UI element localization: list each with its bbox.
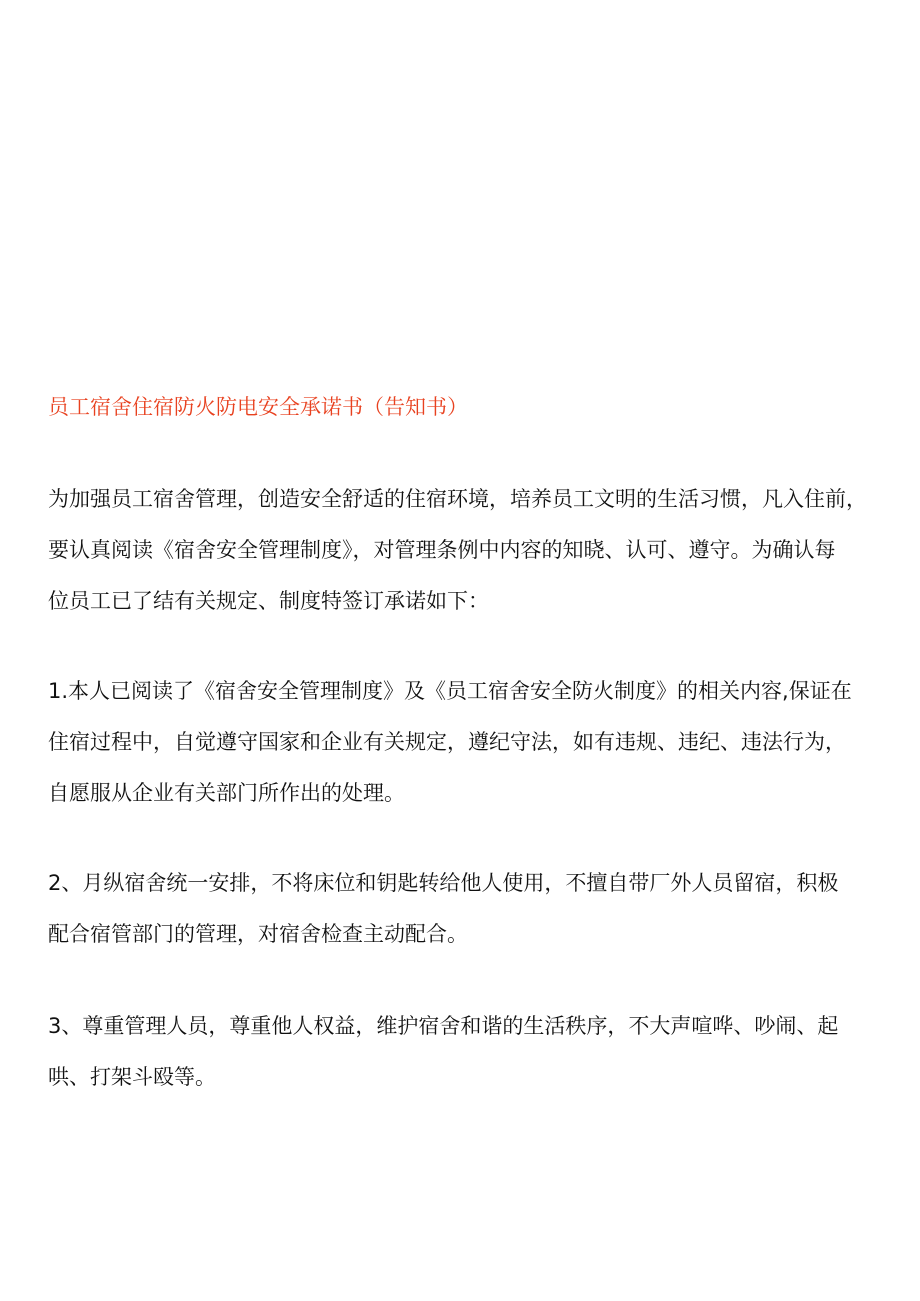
intro-paragraph bbox=[48, 474, 888, 627]
commitment-item-2 bbox=[48, 858, 888, 960]
paragraph-line: 3、尊重管理人员，尊重他人权益，维护宿舍和谐的生活秩序，不大声喧哗、吵闹、起 bbox=[48, 1014, 839, 1038]
paragraph-line: 哄、打架斗殴等。 bbox=[48, 1065, 216, 1089]
paragraph-line: 配合宿管部门的管理，对宿舍检查主动配合。 bbox=[48, 922, 468, 946]
paragraph-line: 1.本人已阅读了《宿舍安全管理制度》及《员工宿舍安全防火制度》的相关内容,保证在 bbox=[48, 679, 852, 703]
paragraph-line: 住宿过程中，自觉遵守国家和企业有关规定，遵纪守法，如有违规、违纪、违法行为， bbox=[48, 730, 846, 754]
paragraph-line: 要认真阅读《宿舍安全管理制度》，对管理条例中内容的知晓、认可、遵守。为确认每 bbox=[48, 538, 836, 562]
paragraph-line: 为加强员工宿舍管理，创造安全舒适的住宿环境，培养员工文明的生活习惯，凡入住前， bbox=[48, 487, 867, 511]
document-title: 员工宿舍住宿防火防电安全承诺书（告知书） bbox=[48, 395, 468, 419]
commitment-item-1 bbox=[48, 666, 888, 819]
paragraph-line: 自愿服从企业有关部门所作出的处理。 bbox=[48, 781, 405, 805]
commitment-item-3 bbox=[48, 1001, 888, 1103]
paragraph-line: 2、月纵宿舍统一安排，不将床位和钥匙转给他人使用，不擅自带厂外人员留宿，积极 bbox=[48, 871, 839, 895]
paragraph-line: 位员工已了结有关规定、制度特签订承诺如下： bbox=[48, 589, 489, 613]
